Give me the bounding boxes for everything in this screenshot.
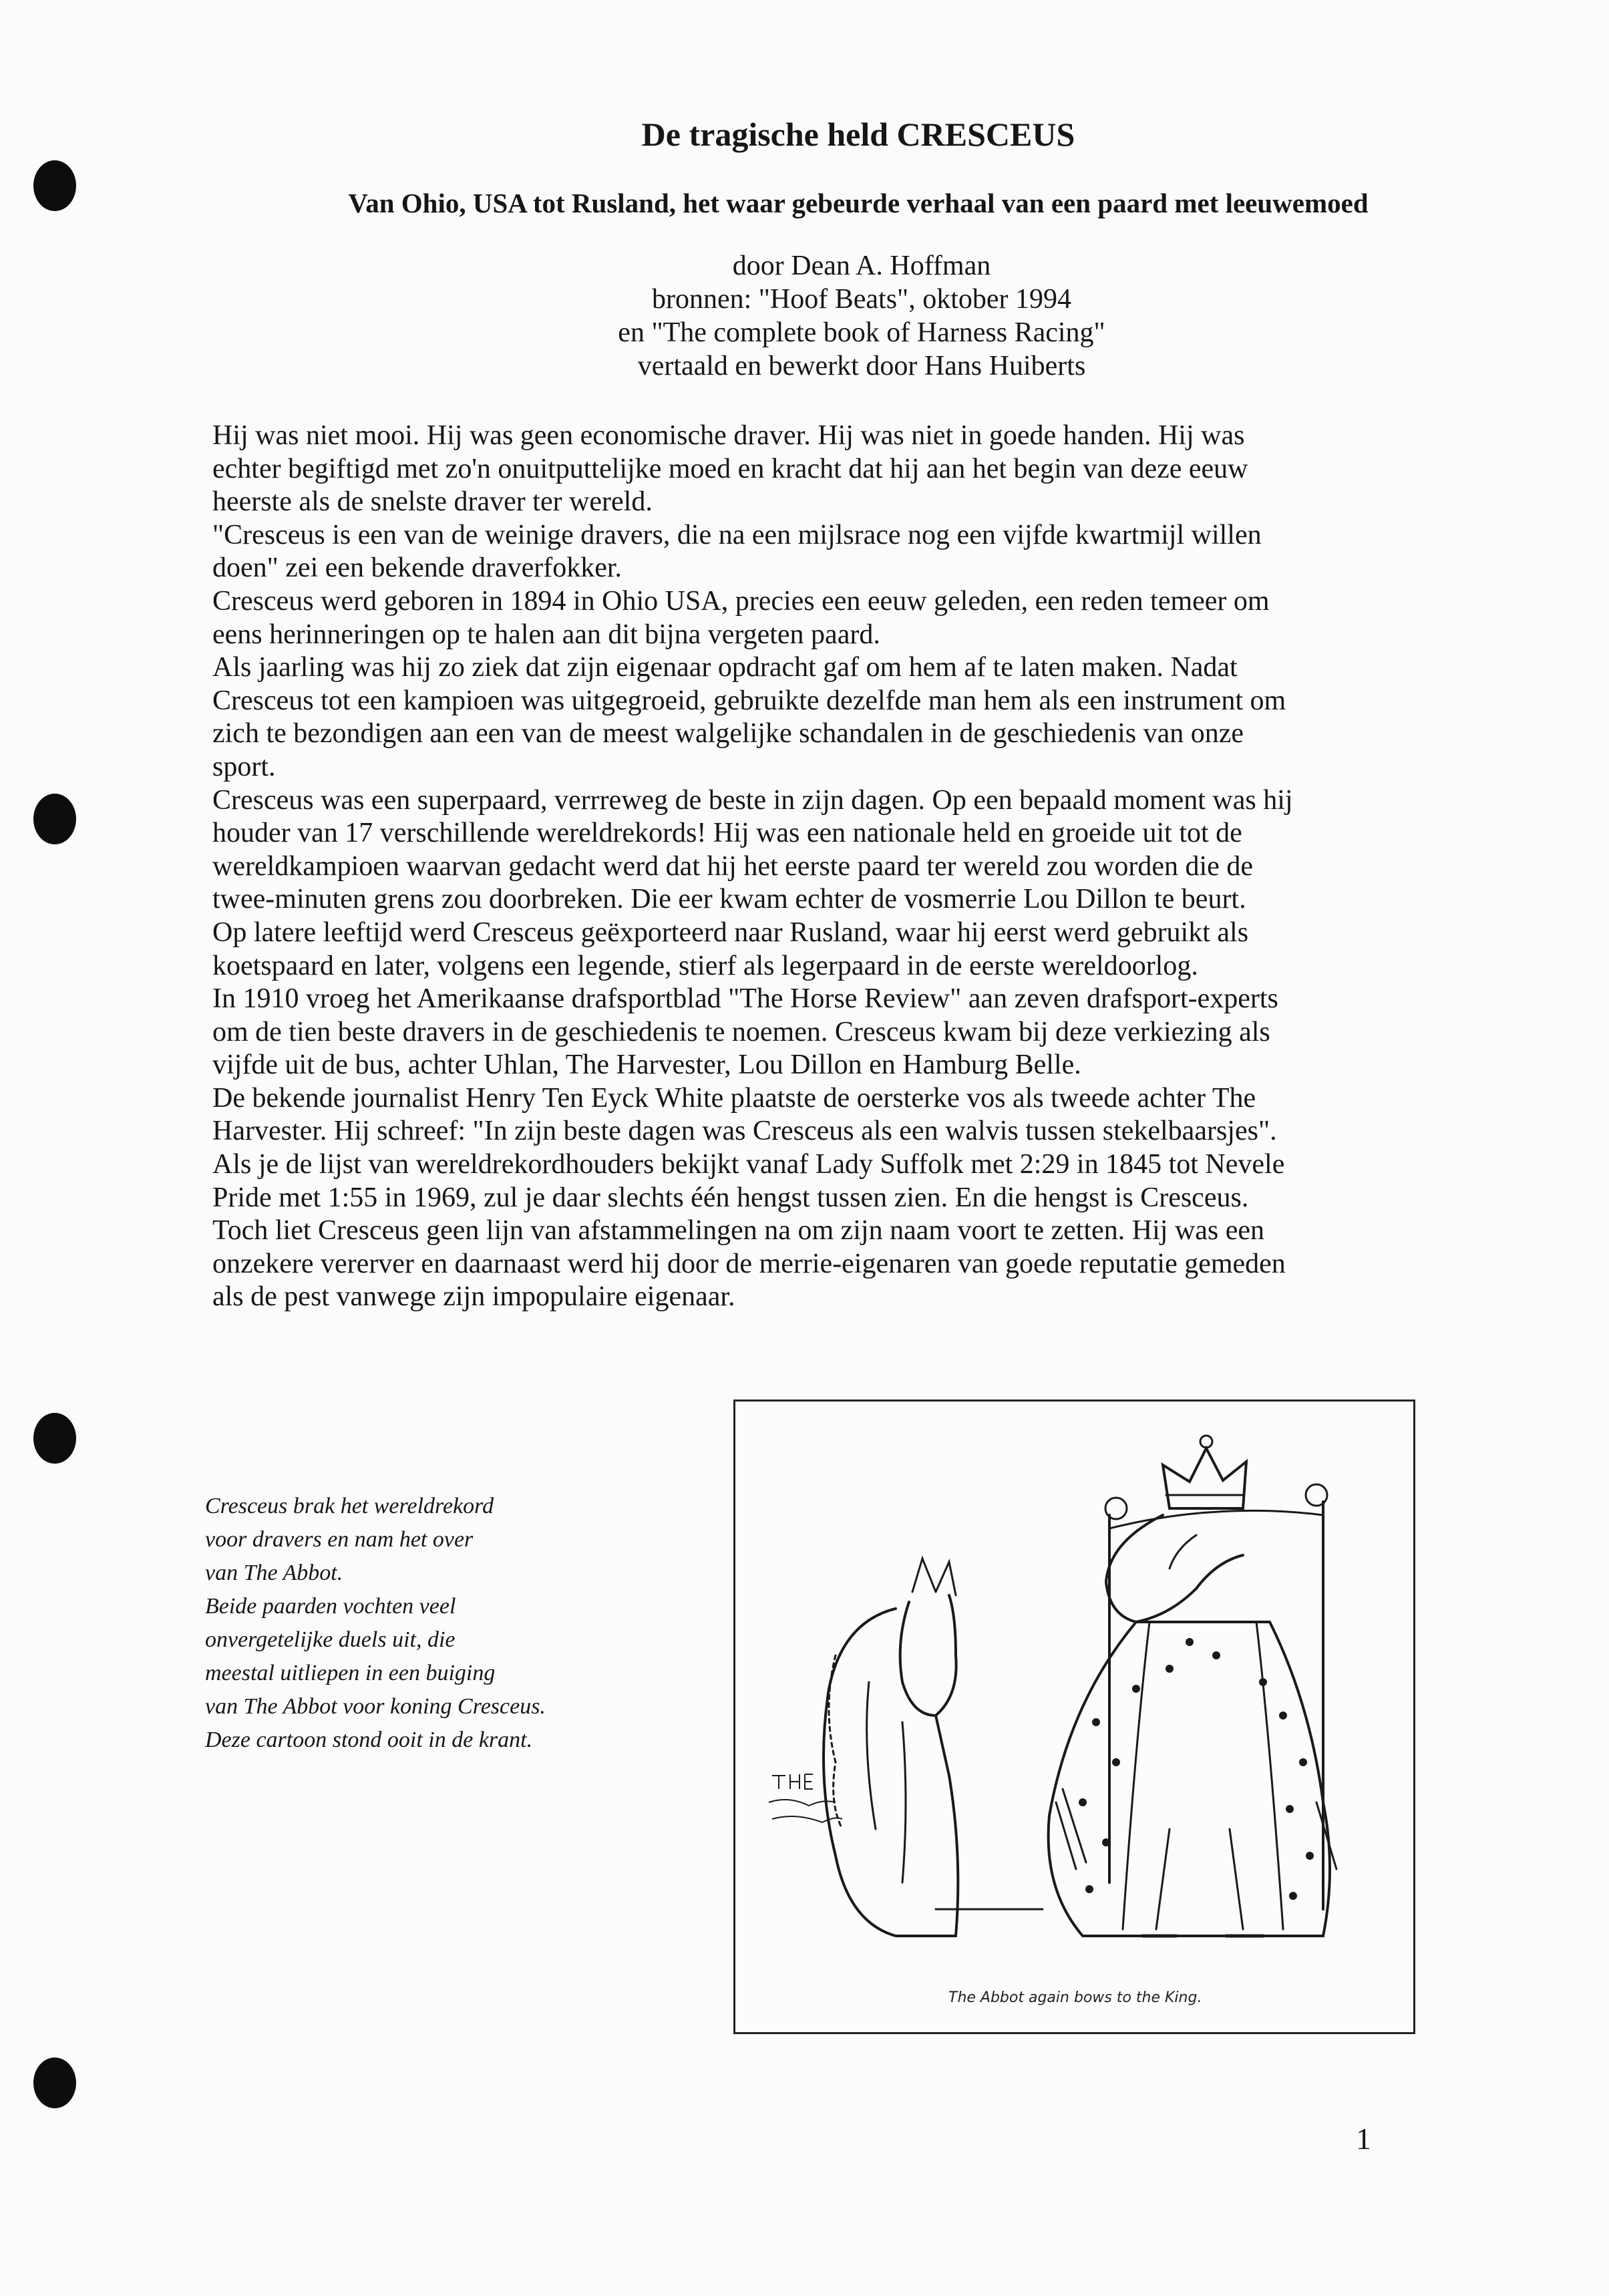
body-line: Pride met 1:55 in 1969, zul je daar slechts één hengst tussen zien. En die hengst is Cresceus. — [212, 1182, 1249, 1213]
body-line: Cresceus werd geboren in 1894 in Ohio USA, precies een eeuw geleden, een reden temeer om — [212, 585, 1270, 617]
credit-author: door Dean A. Hoffman — [732, 251, 991, 281]
body-line: In 1910 vroeg het Amerikaanse drafsportblad "The Horse Review" aan zeven drafsport-experts — [212, 983, 1278, 1015]
body-line: vijfde uit de bus, achter Uhlan, The Harvester, Lou Dillon en Hamburg Belle. — [212, 1049, 1081, 1081]
body-line: Hij was niet mooi. Hij was geen economische draver. Hij was niet in goede handen. Hij was — [212, 420, 1245, 451]
horse-review-signature — [769, 1774, 842, 1822]
body-line: als de pest vanwege zijn impopulaire eigenaar. — [212, 1281, 735, 1313]
caption-line: voor dravers en nam het over — [205, 1527, 474, 1552]
body-line: onzekere vererver en daarnaast werd hij door de merrie-eigenaren van goede reputatie gemeden — [212, 1248, 1286, 1279]
body-line: Cresceus was een superpaard, verrreweg de beste in zijn dagen. Op een bepaald moment was hij — [212, 784, 1293, 816]
caption-line: Cresceus brak het wereldrekord — [205, 1494, 494, 1518]
cartoon-description — [205, 1490, 686, 1757]
caption-line: onvergetelijke duels uit, die — [205, 1627, 456, 1652]
body-line: heerste als de snelste draver ter wereld. — [212, 486, 653, 518]
body-line: eens herinneringen op te halen aan dit bijna vergeten paard. — [212, 619, 880, 650]
body-line: Toch liet Cresceus geen lijn van afstammelingen na om zijn naam voort te zetten. Hij was een — [212, 1215, 1265, 1247]
body-line: houder van 17 verschillende wereldrekords! Hij was een nationale held en groeide uit tot de — [212, 818, 1242, 849]
body-line: wereldkampioen waarvan gedacht werd dat hij het eerste paard ter wereld zou worden die de — [212, 850, 1253, 882]
caption-line: van The Abbot voor koning Cresceus. — [205, 1694, 546, 1719]
body-line: twee-minuten grens zou doorbreken. Die eer kwam echter de vosmerrie Lou Dillon te beurt. — [212, 884, 1246, 915]
cartoon-handwritten-caption: The Abbot again bows to the King. — [948, 1989, 1202, 2006]
credits-block — [521, 249, 1202, 383]
cartoon-drawing — [735, 1402, 1413, 2032]
body-line: koetspaard en later, volgens een legende, stierf als legerpaard in de eerste wereldoorlog. — [212, 950, 1198, 981]
article-subtitle: Van Ohio, USA tot Rusland, het waar gebeurde verhaal van een paard met leeuwemoed — [348, 188, 1369, 218]
cartoon-illustration — [733, 1400, 1415, 2034]
body-line: doen" zei een bekende draverfokker. — [212, 552, 622, 584]
body-line: om de tien beste dravers in de geschiedenis te noemen. Cresceus kwam bij deze verkiezing als — [212, 1016, 1270, 1047]
caption-line: meestal uitliepen in een buiging — [205, 1661, 496, 1685]
body-line: sport. — [212, 751, 276, 782]
credit-source-2: en "The complete book of Harness Racing" — [618, 317, 1105, 348]
page-number: 1 — [1356, 2122, 1371, 2156]
punch-hole-4 — [33, 2058, 76, 2108]
article-body — [212, 420, 1438, 1314]
body-line: Als jaarling was hij zo ziek dat zijn eigenaar opdracht gaf om hem af te laten maken. Nadat — [212, 652, 1238, 683]
punch-hole-3 — [33, 1413, 76, 1464]
body-line: zich te bezondigen aan een van de meest walgelijke schandalen in de geschiedenis van onze — [212, 718, 1244, 750]
body-line: De bekende journalist Henry Ten Eyck White plaatste de oersterke vos als tweede achter The — [212, 1082, 1256, 1114]
body-line: Harvester. Hij schreef: "In zijn beste dagen was Cresceus als een walvis tussen stekelbaarsjes". — [212, 1116, 1277, 1147]
punch-hole-2 — [33, 794, 76, 844]
punch-hole-1 — [33, 160, 76, 211]
credit-translator: vertaald en bewerkt door Hans Huiberts — [637, 351, 1086, 381]
body-line: Cresceus tot een kampioen was uitgegroeid, gebruikte dezelfde man hem als een instrument om — [212, 685, 1286, 716]
caption-line: Beide paarden vochten veel — [205, 1594, 456, 1619]
body-line: Als je de lijst van wereldrekordhouders bekijkt vanaf Lady Suffolk met 2:29 in 1845 tot Nevele — [212, 1149, 1285, 1180]
caption-line: van The Abbot. — [205, 1561, 343, 1585]
article-title: De tragische held CRESCEUS — [641, 116, 1075, 153]
body-line: "Cresceus is een van de weinige dravers, die na een mijlsrace nog een vijfde kwartmijl willen — [212, 519, 1262, 550]
body-line: echter begiftigd met zo'n onuitputtelijke moed en kracht dat hij aan het begin van deze eeuw — [212, 453, 1248, 484]
caption-line: Deze cartoon stond ooit in de krant. — [205, 1728, 533, 1752]
credit-source-1: bronnen: "Hoof Beats", oktober 1994 — [651, 284, 1071, 315]
body-line: Op latere leeftijd werd Cresceus geëxporteerd naar Rusland, waar hij eerst werd gebruikt als — [212, 917, 1249, 948]
